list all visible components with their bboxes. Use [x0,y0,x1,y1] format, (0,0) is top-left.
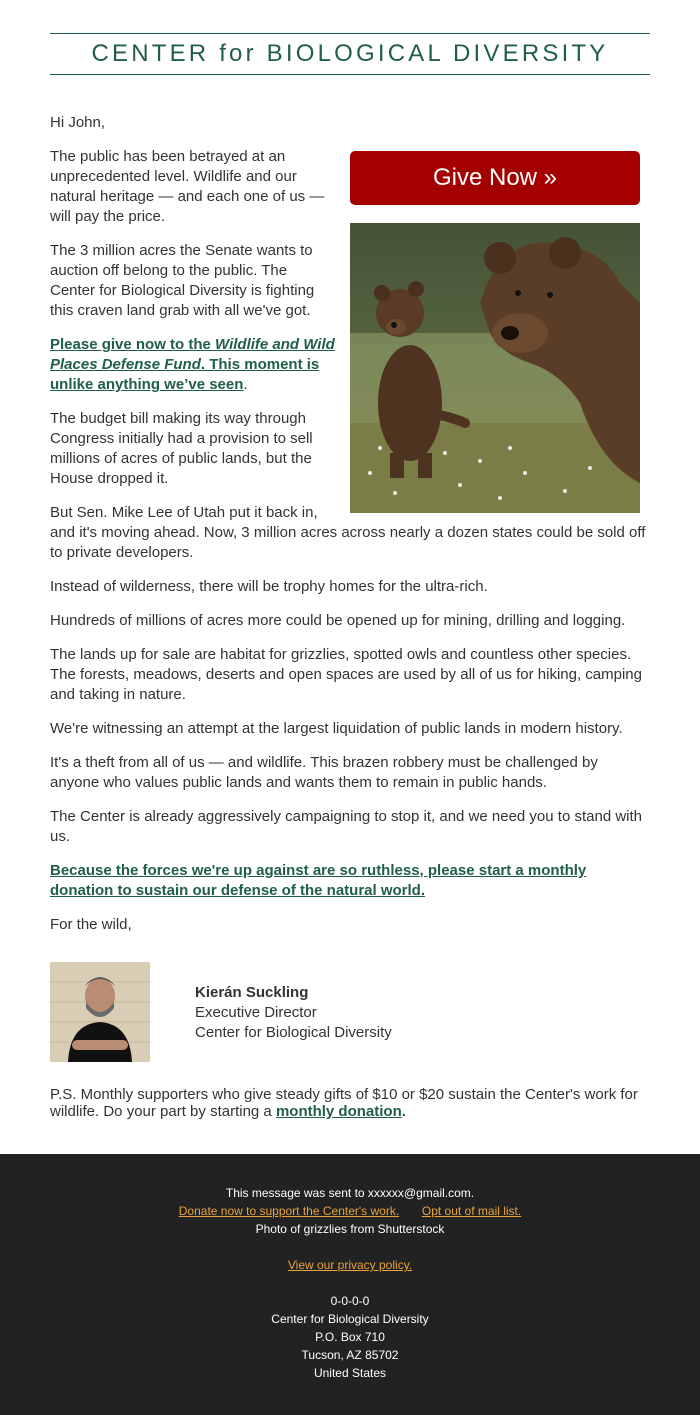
ps-monthly-donation-link[interactable]: monthly donation [275,1103,402,1120]
paragraph-9: We're witnessing an attempt at the largest liquidation of public lands in modern history. [50,720,623,737]
footer-links-row [0,1202,700,1220]
signature-photo [50,962,150,1062]
fund-name: Wildlife and Wild Places Defense Fund [50,336,335,373]
give-now-button[interactable]: Give Now » [350,151,640,205]
footer-donate-link[interactable]: Donate now to support the Center's work. [178,1204,400,1218]
signer-org: Center for Biological Diversity [195,1024,392,1041]
logo[interactable]: CENTER for BIOLOGICAL DIVERSITY [91,40,609,67]
footer-po-box: P.O. Box 710 [315,1330,385,1344]
paragraph-5: But Sen. Mike Lee of Utah put it back in, and it's moving ahead. Now, 3 million acres across nearly a dozen states could be sold off to private developers. [50,504,646,561]
header-logo-bar [50,33,650,75]
paragraph-4: The budget bill making its way through Congress initially had a provision to sell millions of acres of public lands, but the House dropped it. [50,410,313,487]
footer-photo-credit: Photo of grizzlies from Shutterstock [255,1222,445,1236]
donate-fund-link[interactable] [50,336,335,393]
paragraph-2: The 3 million acres the Senate wants to auction off belong to the public. The Center for Biological Diversity is fighting this craven land grab with all we've got. [50,242,315,319]
signer-name: Kierán Suckling [195,984,309,1001]
footer [0,1154,700,1415]
signature-block [50,962,650,1062]
greeting: Hi John, [50,114,106,131]
signoff: For the wild, [50,916,132,933]
donate-fund-link-b: . This moment is unlike anything we’ve seen [50,356,320,393]
footer-sent-to: This message was sent to xxxxxx@gmail.com. [225,1186,475,1200]
portrait-illustration [50,962,150,1062]
ps-tail: . [401,1103,406,1120]
donate-fund-link-a: Please give now to the [50,336,216,353]
paragraph-3-tail: . [243,376,248,393]
paragraph-8: The lands up for sale are habitat for grizzlies, spotted owls and countless other species. The forests, meadows, deserts and open spaces are used by all of us for hiking, camping and taking in nature. [50,646,642,703]
footer-country: United States [313,1366,387,1380]
grizzly-bears-illustration [350,223,640,513]
monthly-donation-link[interactable]: Because the forces we're up against are so ruthless, please start a monthly donation to sustain our defense of the natural world. [50,862,587,899]
paragraph-12 [50,861,650,901]
signature-text [195,983,392,1043]
paragraph-6: Instead of wilderness, there will be trophy homes for the ultra-rich. [50,578,488,595]
paragraph-7: Hundreds of millions of acres more could be opened up for mining, drilling and logging. [50,612,626,629]
paragraph-1: The public has been betrayed at an unprecedented level. Wildlife and our natural heritage — and each one of us — will pay the price. [50,148,325,225]
email-body [50,113,650,949]
signer-title: Executive Director [195,1004,317,1021]
footer-city: Tucson, AZ 85702 [301,1348,399,1362]
ps-text: P.S. Monthly supporters who give steady gifts of $10 or $20 sustain the Center's work for wildlife. Do your part by starting a [50,1086,638,1120]
footer-optout-link[interactable]: Opt out of mail list. [421,1204,522,1218]
footer-privacy-link[interactable]: View our privacy policy. [287,1258,413,1272]
paragraph-10: It's a theft from all of us — and wildlife. This brazen robbery must be challenged by anyone who values public lands and wants them to remain in public hands. [50,754,598,791]
paragraph-11: The Center is already aggressively campaigning to stop it, and we need you to stand with us. [50,808,643,845]
grizzly-bears-photo[interactable] [350,223,640,513]
footer-org: Center for Biological Diversity [271,1312,429,1326]
hero-column [350,151,640,513]
footer-code: 0-0-0-0 [330,1294,370,1308]
postscript [50,1086,650,1120]
